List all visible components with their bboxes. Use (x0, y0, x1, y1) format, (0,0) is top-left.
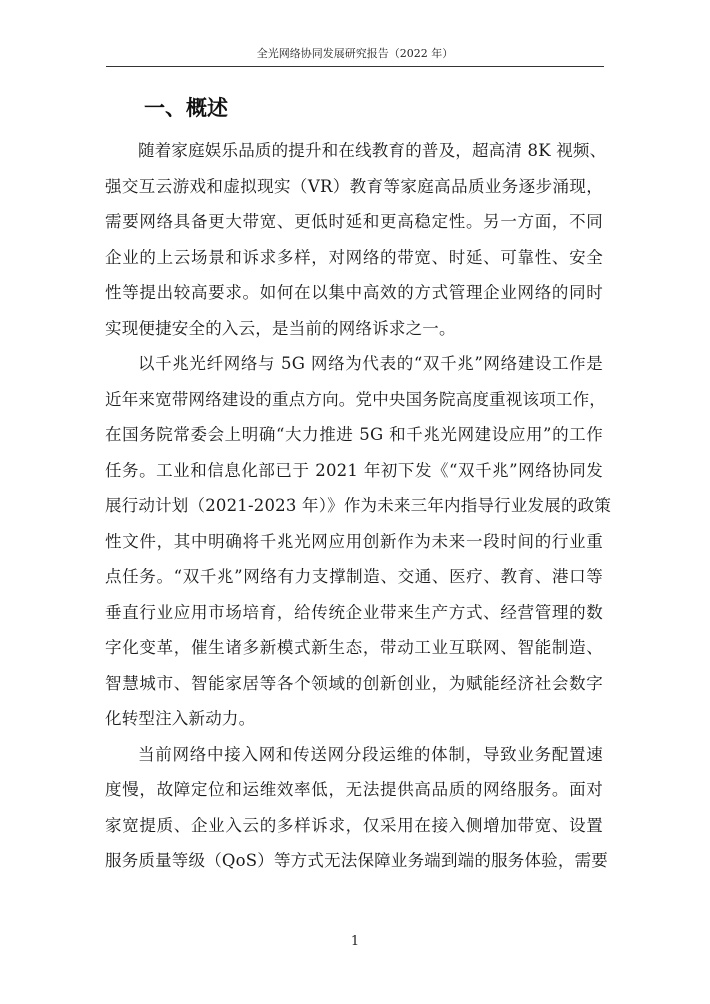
paragraph-2 (105, 346, 612, 737)
paragraph-line: 垂直行业应用市场培育，给传统企业带来生产方式、经营管理的数 (105, 602, 603, 622)
paragraph-1 (105, 133, 607, 346)
paragraph-line: 服务质量等级（QoS）等方式无法保障业务端到端的服务体验，需要 (105, 851, 608, 870)
paragraph-line: 近年来宽带网络建设的重点方向。党中央国务院高度重视该项工作， (105, 389, 606, 409)
paragraph-line: 当前网络中接入网和传送网分段运维的体制，导致业务配置速 (138, 744, 603, 764)
paragraph-line: 性等提出较高要求。如何在以集中高效的方式管理企业网络的同时 (105, 283, 603, 302)
paragraph-line: 化转型注入新动力。 (105, 709, 256, 728)
running-header: 全光网络协同发展研究报告（2022 年） (256, 47, 454, 60)
body-text (105, 133, 612, 879)
paragraph-line: 家宽提质、企业入云的多样诉求，仅采用在接入侧增加带宽、设置 (105, 815, 603, 835)
paragraph-line: 字化变革，催生诸多新模式新生态，带动工业互联网、智能制造、 (105, 638, 603, 657)
paragraph-line: 强交互云游戏和虚拟现实（VR）教育等家庭高品质业务逐步涌现， (105, 176, 603, 196)
paragraph-line: 实现便捷安全的入云，是当前的网络诉求之一。 (105, 318, 456, 338)
section-heading: 一、概述 (144, 96, 228, 120)
paragraph-line: 企业的上云场景和诉求多样，对网络的带宽、时延、可靠性、安全 (105, 247, 603, 267)
paragraph-line: 在国务院常委会上明确“大力推进 5G 和千兆光网建设应用”的工作 (105, 425, 603, 444)
paragraph-line: 需要网络具备更大带宽、更低时延和更高稳定性。另一方面，不同 (105, 212, 603, 231)
paragraph-line: 以千兆光纤网络与 5G 网络为代表的“双千兆”网络建设工作是 (138, 354, 603, 373)
page-number: 1 (350, 934, 360, 949)
paragraph-3 (105, 737, 608, 879)
paragraph-line: 任务。工业和信息化部已于 2021 年初下发《“双千兆”网络协同发 (105, 460, 603, 480)
paragraph-line: 度慢，故障定位和运维效率低，无法提供高品质的网络服务。面对 (105, 780, 603, 799)
header-rule (106, 66, 604, 67)
paragraph-line: 点任务。“双千兆”网络有力支撑制造、交通、医疗、教育、港口等 (105, 567, 603, 586)
paragraph-line: 随着家庭娱乐品质的提升和在线教育的普及，超高清 8K 视频、 (138, 141, 607, 160)
paragraph-line: 性文件，其中明确将千兆光网应用创新作为未来一段时间的行业重 (105, 531, 603, 551)
paragraph-line: 展行动计划（2021-2023 年）》作为未来三年内指导行业发展的政策 (105, 496, 612, 515)
paragraph-line: 智慧城市、智能家居等各个领域的创新创业，为赋能经济社会数字 (105, 673, 603, 693)
